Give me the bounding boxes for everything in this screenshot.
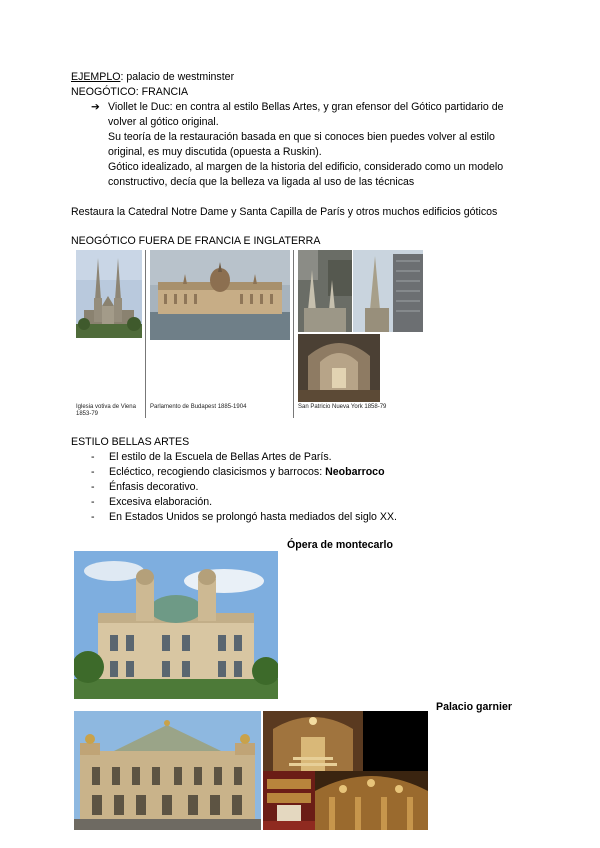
caption-budapest: Parlamento de Budapest 1885-1904	[150, 404, 247, 410]
example-label: EJEMPLO	[71, 71, 121, 83]
list-item: - Énfasis decorativo.	[91, 480, 397, 495]
photo-garnier-escalera	[263, 711, 363, 771]
caption-viena-line-2: 1853-79	[76, 411, 99, 417]
title-opera-montecarlo: Ópera de montecarlo	[287, 539, 393, 551]
viollet-line-1: Viollet le Duc: en contra al estilo Bellas Artes, y gran efensor del Gótico partidario de	[108, 101, 504, 113]
photo-opera-montecarlo	[74, 551, 278, 699]
viollet-line-2: volver al gótico original.	[108, 116, 219, 128]
neobarroco-label: Neobarroco	[325, 466, 385, 478]
list-item: - En Estados Unidos se prolongó hasta mediados del siglo XX.	[91, 510, 397, 525]
photo-garnier-negro	[363, 711, 428, 771]
gotico-line-1: Gótico idealizado, al margen de la historia del edificio, considerado como un modelo	[108, 161, 504, 173]
restaura-paragraph: Restaura la Catedral Notre Dame y Santa Capilla de París y otros muchos edificios góticos	[71, 206, 498, 218]
teoria-line-1: Su teoría de la restauración basada en que si conoces bien puedes volver al estilo	[108, 131, 495, 143]
title-palacio-garnier: Palacio garnier	[436, 701, 512, 713]
photo-san-patricio-aerea	[298, 250, 352, 332]
photo-iglesia-votiva-viena	[76, 250, 142, 338]
gotico-line-2: constructivo, decía que la belleza va ligada al uso de las técnicas	[108, 176, 415, 188]
example-line	[71, 70, 234, 85]
caption-new-york: San Patricio Nueva York 1858-79	[298, 404, 387, 410]
photo-garnier-sala	[263, 771, 315, 830]
heading-neogotico-francia: NEOGÓTICO: FRANCIA	[71, 86, 189, 98]
photo-san-patricio-torres	[353, 250, 423, 332]
arrow-bullet: ➔	[91, 101, 100, 113]
divider-1	[145, 250, 146, 418]
list-item: - Excesiva elaboración.	[91, 495, 397, 510]
heading-neogotico-fuera: NEOGÓTICO FUERA DE FRANCIA E INGLATERRA	[71, 235, 321, 247]
photo-palacio-garnier-fachada	[74, 711, 261, 830]
photo-parlamento-budapest	[150, 250, 290, 340]
list-item: - El estilo de la Escuela de Bellas Artes de París.	[91, 450, 397, 465]
bellas-artes-list	[91, 450, 397, 525]
photo-san-patricio-interior	[298, 334, 380, 402]
divider-2	[293, 250, 294, 418]
heading-estilo-bellas-artes: ESTILO BELLAS ARTES	[71, 436, 190, 448]
caption-viena-line-1: Iglesia votiva de Viena	[76, 404, 136, 410]
list-item: - Ecléctico, recogiendo clasicismos y barrocos: Neobarroco	[91, 465, 397, 480]
teoria-line-2: original, es muy discutida (opuesta a Ruskin).	[108, 146, 322, 158]
photo-garnier-foyer	[315, 771, 428, 830]
example-text: : palacio de westminster	[120, 71, 235, 83]
